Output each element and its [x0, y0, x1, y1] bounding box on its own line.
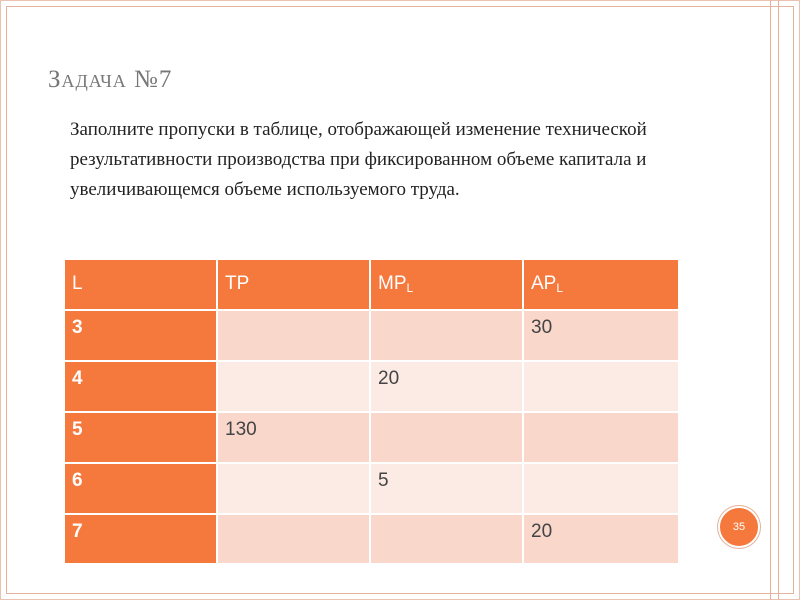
table-cell-mpl	[370, 412, 523, 463]
table-row	[64, 412, 679, 463]
table-cell-mpl	[370, 514, 523, 564]
table-cell-tp	[217, 463, 370, 514]
row-label: 7	[64, 514, 217, 564]
table-cell-apl: 20	[523, 514, 679, 564]
data-table	[63, 258, 680, 565]
header-mpl: $MP_L$	[370, 259, 523, 310]
task-text: Заполните пропуски в таблице, отображающей изменение технической результативности производства при фиксированном объеме капитала и увеличивающемся объеме используемого труда.	[70, 119, 647, 200]
row-label: 4	[64, 361, 217, 412]
row-label: 6	[64, 463, 217, 514]
row-label: 5	[64, 412, 217, 463]
row-label: 3	[64, 310, 217, 361]
table-header-row	[64, 259, 679, 310]
table-row	[64, 310, 679, 361]
table-cell-mpl	[370, 310, 523, 361]
table-cell-apl: 30	[523, 310, 679, 361]
page-number-badge: 35	[718, 506, 760, 548]
slide-title: Задача №7	[48, 66, 173, 93]
table-row	[64, 463, 679, 514]
table-cell-mpl: 20	[370, 361, 523, 412]
table-cell-apl	[523, 361, 679, 412]
header-apl: $AP_L$	[523, 259, 679, 310]
table-cell-tp	[217, 514, 370, 564]
table-cell-tp: 130	[217, 412, 370, 463]
table-cell-mpl: 5	[370, 463, 523, 514]
right-decorative-rule	[770, 0, 779, 600]
header-l: L	[64, 259, 217, 310]
table-cell-tp	[217, 361, 370, 412]
table-cell-apl	[523, 412, 679, 463]
header-tp: TP	[217, 259, 370, 310]
table-cell-tp	[217, 310, 370, 361]
table-row	[64, 514, 679, 564]
table-row	[64, 361, 679, 412]
table-cell-apl	[523, 463, 679, 514]
